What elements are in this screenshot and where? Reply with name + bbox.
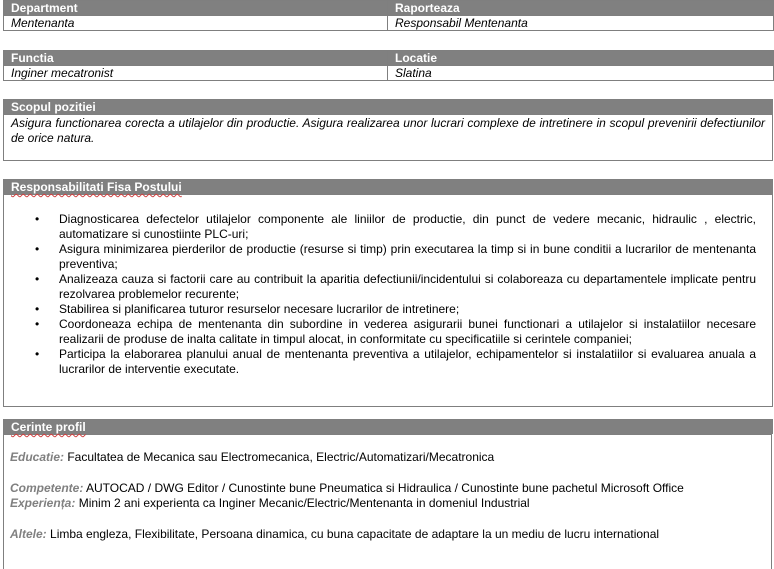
bullet-icon: •: [35, 242, 40, 256]
responsibilities-title: Responsabilitati Fisa Postului: [4, 180, 772, 195]
location-label: Locatie: [388, 51, 774, 66]
function-table: [3, 50, 774, 81]
list-item: • Diagnosticarea defectelor utilajelor componente ale liniilor de productie, din punct de vedere mecanic, hidraulic , electric, automatizare si cunostiinte PLC-uri;: [35, 212, 756, 241]
profile-right-border: [771, 433, 772, 569]
list-item: • Participa la elaborarea planului anual de mentenanta preventiva a utilajelor, echipamentelor si instalatiilor si evaluarea anuala a lucrarilor de interventie executate.: [35, 347, 756, 376]
location-value: Slatina: [388, 66, 774, 81]
other-row: [10, 527, 770, 542]
list-item: • Asigura minimizarea pierderilor de productie (resurse si timp) prin executarea la timp si in bune conditii a lucrarilor de mentenanta preventiva;: [35, 242, 756, 271]
department-table: [3, 0, 774, 31]
department-label: Department: [4, 1, 388, 16]
department-value: Mentenanta: [4, 16, 388, 31]
list-item: • Stabilirea si planificarea tuturor resurselor necesare lucrarilor de intretinere;: [35, 302, 460, 316]
experience-value: Minim 2 ani experienta ca Inginer Mecanic/Electric/Mentenanta in domeniul Industrial: [75, 496, 530, 510]
list-item: • Coordoneaza echipa de mentenanta din subordine in vederea asigurarii bunei functionari a utilajelor si instalatiilor necesare realizarii de produse de inalta calitate in timpul alocat, in conformitate cu specificatiile si cerintele companiei;: [35, 317, 756, 346]
function-label: Functia: [4, 51, 388, 66]
scope-section: [3, 99, 773, 161]
education-value: Facultatea de Mecanica sau Electromecanica, Electric/Automatizari/Mecatronica: [64, 450, 495, 464]
list-item: • Analizeaza cauza si factorii care au contribuit la aparitia defectiunii/incidentului si colaboreaza cu departamentele implicate pentru rezolvarea problemelor recurente;: [35, 272, 756, 301]
skills-row: [10, 481, 770, 496]
reports-value: Responsabil Mentenanta: [388, 16, 774, 31]
reports-label: Raporteaza: [388, 1, 774, 16]
function-value: Inginer mecatronist: [4, 66, 388, 81]
responsibilities-list: [4, 212, 772, 377]
bullet-icon: •: [35, 317, 40, 331]
bullet-icon: •: [35, 212, 40, 226]
profile-left-border: [3, 433, 4, 569]
profile-title: Cerinte profil: [4, 420, 772, 435]
experience-row: [10, 496, 770, 511]
bullet-icon: •: [35, 302, 40, 316]
scope-title: Scopul pozitiei: [4, 100, 772, 115]
scope-text: Asigura functionarea corecta a utilajelor din productie. Asigura realizarea unor lucrari complexe de intretinere in scopul prevenirii defectiunilor de orice natura.: [11, 116, 765, 145]
skills-label: Competente:: [10, 481, 84, 495]
skills-value: AUTOCAD / DWG Editor / Cunostinte bune Pneumatica si Hidraulica / Cunostinte bune pachetul Microsoft Office: [83, 481, 684, 495]
education-label: Educatie:: [10, 450, 65, 464]
other-value: Limba engleza, Flexibilitate, Persoana dinamica, cu buna capacitate de adaptare la un mediu de lucru international: [46, 527, 660, 541]
other-label: Altele:: [10, 527, 47, 541]
experience-label: Experiența:: [10, 496, 76, 510]
profile-section: [3, 419, 773, 434]
responsibilities-section: [3, 179, 773, 407]
bullet-icon: •: [35, 272, 40, 286]
education-row: [10, 450, 770, 465]
bullet-icon: •: [35, 347, 40, 361]
